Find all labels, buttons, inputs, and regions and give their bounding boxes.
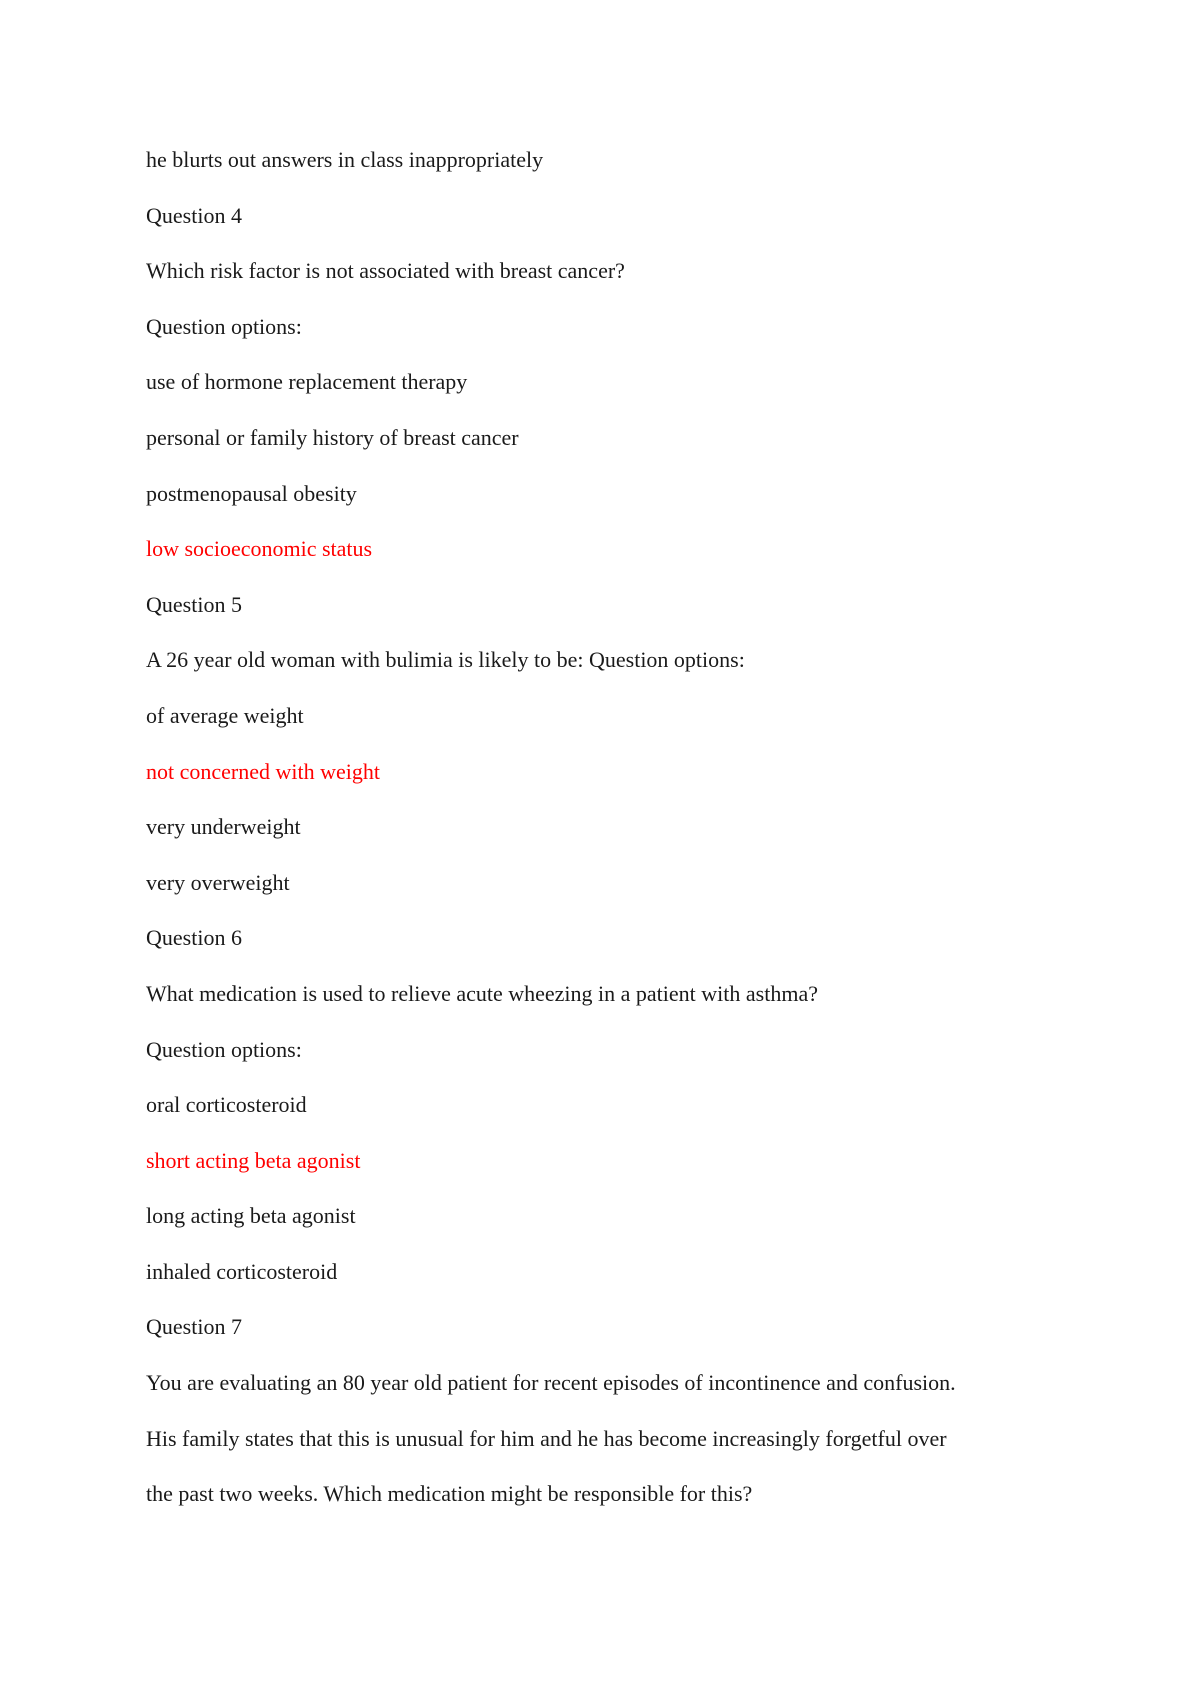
question-prompt: Which risk factor is not associated with breast cancer?	[146, 258, 625, 284]
option-item: very overweight	[146, 869, 290, 895]
option-item: of average weight	[146, 702, 304, 728]
option-item: very underweight	[146, 814, 301, 840]
question-prompt: What medication is used to relieve acute wheezing in a patient with asthma?	[146, 980, 818, 1006]
option-item: use of hormone replacement therapy	[146, 369, 468, 395]
question-prompt: A 26 year old woman with bulimia is likely to be: Question options:	[146, 647, 745, 673]
option-item: personal or family history of breast cancer	[146, 424, 519, 450]
options-label: Question options:	[146, 1036, 302, 1062]
question-prompt: the past two weeks. Which medication might be responsible for this?	[146, 1481, 753, 1507]
text-line: he blurts out answers in class inappropriately	[146, 147, 544, 172]
correct-answer: not concerned with weight	[146, 758, 380, 784]
option-item: inhaled corticosteroid	[146, 1258, 338, 1284]
correct-answer: low socioeconomic status	[146, 536, 373, 562]
option-item: oral corticosteroid	[146, 1092, 307, 1118]
document-body	[146, 140, 1066, 1530]
option-item: postmenopausal obesity	[146, 480, 357, 506]
options-label: Question options:	[146, 313, 302, 339]
question-heading: Question 5	[146, 591, 242, 617]
correct-answer: short acting beta agonist	[146, 1147, 361, 1173]
question-prompt: His family states that this is unusual for him and he has become increasingly forgetful over	[146, 1425, 947, 1451]
question-heading: Question 7	[146, 1314, 242, 1340]
option-item: long acting beta agonist	[146, 1203, 356, 1229]
question-heading: Question 4	[146, 202, 242, 228]
question-prompt: You are evaluating an 80 year old patient for recent episodes of incontinence and confusion.	[146, 1370, 956, 1396]
question-heading: Question 6	[146, 925, 242, 951]
